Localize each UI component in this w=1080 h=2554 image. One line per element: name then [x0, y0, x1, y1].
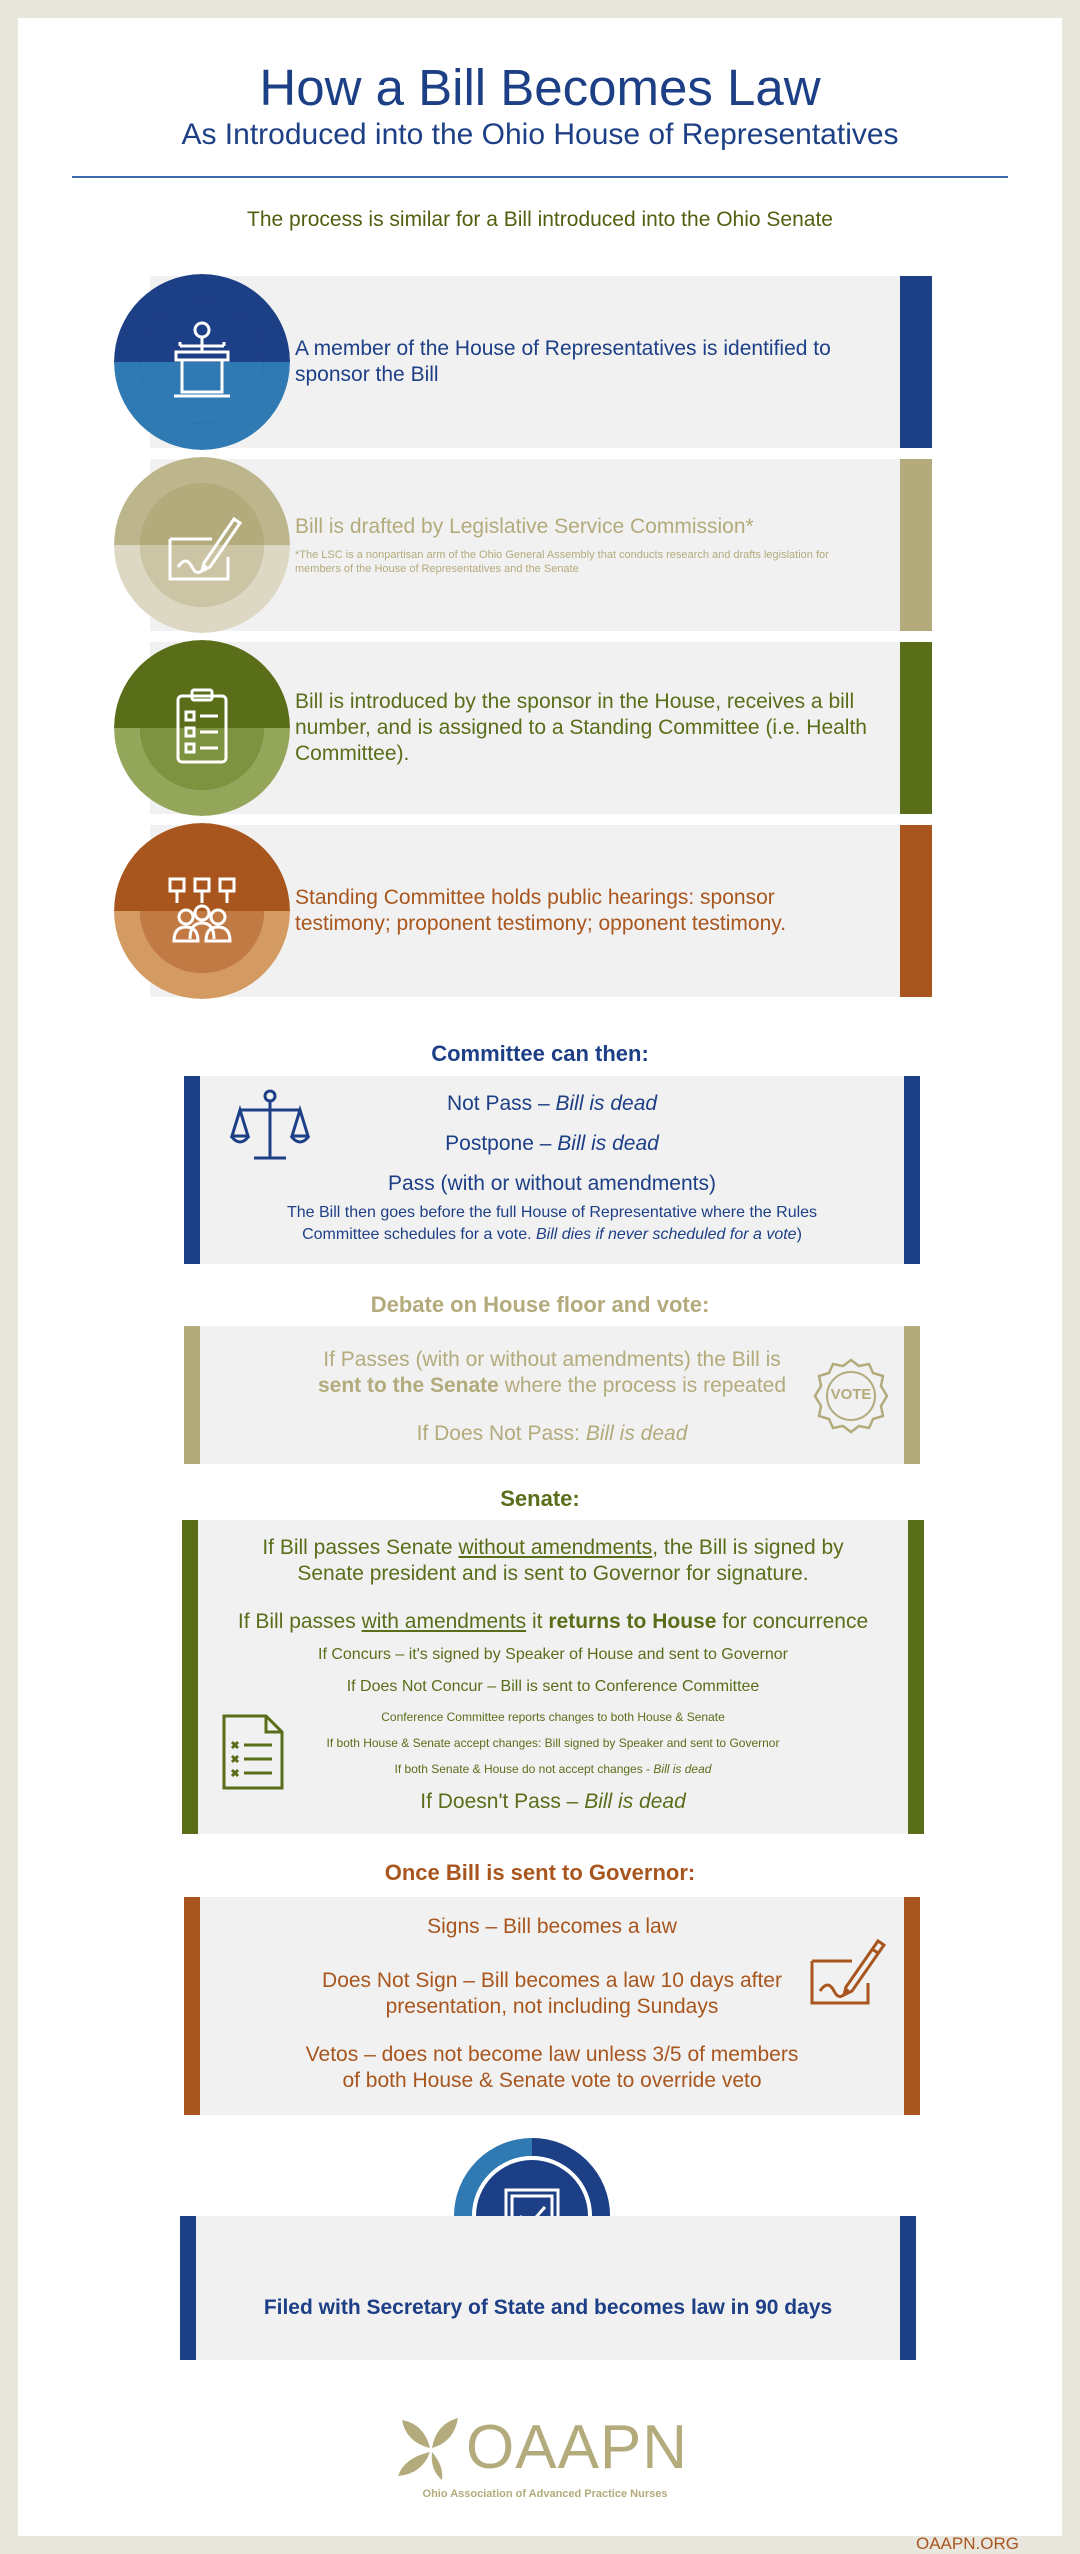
step-text: Standing Committee holds public hearings: sponsor testimony; proponent testimony; opponent testimony. — [295, 886, 787, 935]
committee-heading: Committee can then: — [431, 1041, 649, 1066]
governor-no-sign-2: presentation, not including Sundays — [385, 1995, 719, 2018]
senate-box — [182, 1520, 924, 1834]
floor-fails: If Does Not Pass: Bill is dead — [416, 1422, 688, 1445]
oaapn-logo-subtitle: Ohio Association of Advanced Practice Nurses — [422, 2488, 668, 2500]
governor-signs: Signs – Bill becomes a law — [427, 1915, 677, 1938]
final-box — [180, 2216, 916, 2360]
step-footnote: *The LSC is a nonpartisan arm of the Ohio General Assembly that conducts research and drafts legislation for members of the House of Representatives and the Senate — [295, 549, 829, 575]
senate-conf-report: Conference Committee reports changes to both House & Senate — [381, 1710, 725, 1724]
floor-heading: Debate on House floor and vote: — [370, 1292, 710, 1317]
senate-not-accept: If both Senate & House do not accept changes - Bill is dead — [394, 1762, 712, 1776]
governor-box — [184, 1897, 920, 2115]
committee-box — [184, 1076, 920, 1264]
committee-pass: Pass (with or without amendments) — [388, 1172, 716, 1195]
step-accent-bar — [900, 825, 932, 997]
vote-badge — [813, 1358, 889, 1434]
oaapn-logo: OAAPN — [466, 2413, 689, 2482]
senate-no-amend-2: Senate president and is sent to Governor for signature. — [297, 1562, 809, 1585]
floor-passes-2: sent to the Senate where the process is repeated — [317, 1374, 787, 1397]
vote-badge-label: VOTE — [830, 1386, 872, 1403]
senate-both-accept: If both House & Senate accept changes: Bill signed by Speaker and sent to Governor — [326, 1736, 780, 1750]
step-text: Bill is drafted by Legislative Service Commission* — [295, 515, 754, 538]
senate-no-amend: If Bill passes Senate without amendments, the Bill is signed by — [262, 1536, 844, 1559]
step-3-badge — [114, 640, 290, 816]
page-title: How a Bill Becomes Law — [259, 59, 821, 116]
page-subtitle: As Introduced into the Ohio House of Representatives — [181, 118, 899, 151]
senate-with-amend: If Bill passes with amendments it returns to House for concurrence — [237, 1610, 869, 1633]
final-text: Filed with Secretary of State and becomes law in 90 days — [263, 2296, 833, 2319]
step-4-badge — [114, 823, 290, 999]
floor-box — [184, 1326, 920, 1464]
committee-pass-detail-2: Committee schedules for a vote. Bill dies if never scheduled for a vote) — [302, 1226, 802, 1243]
step-text: Bill is introduced by the sponsor in the House, receives a bill number, and is assigned to a Standing Committee (i.e. Health Committee). — [295, 690, 867, 765]
document-list-icon — [220, 1712, 286, 1792]
pen-signature-icon — [808, 1927, 888, 2007]
oaapn-leaf-logo-icon — [396, 2412, 466, 2482]
governor-veto: Vetos – does not become law unless 3/5 of members — [305, 2043, 799, 2066]
intro-text: The process is similar for a Bill introduced into the Ohio Senate — [247, 208, 833, 231]
podium-speaker-icon — [140, 300, 264, 424]
step-accent-bar — [900, 459, 932, 631]
senate-heading: Senate: — [500, 1486, 580, 1511]
step-accent-bar — [900, 276, 932, 448]
committee-not-pass: Not Pass – Bill is dead — [446, 1092, 658, 1115]
step-text: A member of the House of Representatives is identified to sponsor the Bill — [295, 337, 831, 386]
clipboard-checklist-icon — [140, 666, 264, 790]
header-divider — [72, 176, 1008, 178]
floor-passes: If Passes (with or without amendments) the Bill is — [323, 1348, 781, 1371]
step-1-badge — [114, 274, 290, 450]
senate-doesnt-pass: If Doesn't Pass – Bill is dead — [420, 1790, 686, 1813]
step-accent-bar — [900, 642, 932, 814]
governor-no-sign: Does Not Sign – Bill becomes a law 10 days after — [322, 1969, 782, 1992]
committee-pass-detail: The Bill then goes before the full House of Representative where the Rules — [286, 1204, 818, 1221]
committee-postpone: Postpone – Bill is dead — [445, 1132, 659, 1155]
governor-veto-2: of both House & Senate vote to override veto — [342, 2069, 762, 2092]
footer-url[interactable]: OAAPN.ORG — [916, 2534, 1019, 2553]
pen-signing-icon — [140, 483, 264, 607]
senate-not-concur: If Does Not Concur – Bill is sent to Conference Committee — [346, 1678, 760, 1695]
committee-people-icon — [140, 849, 264, 973]
governor-heading: Once Bill is sent to Governor: — [384, 1860, 696, 1885]
senate-concurs: If Concurs – it's signed by Speaker of House and sent to Governor — [318, 1646, 788, 1663]
step-2-badge — [114, 457, 290, 633]
